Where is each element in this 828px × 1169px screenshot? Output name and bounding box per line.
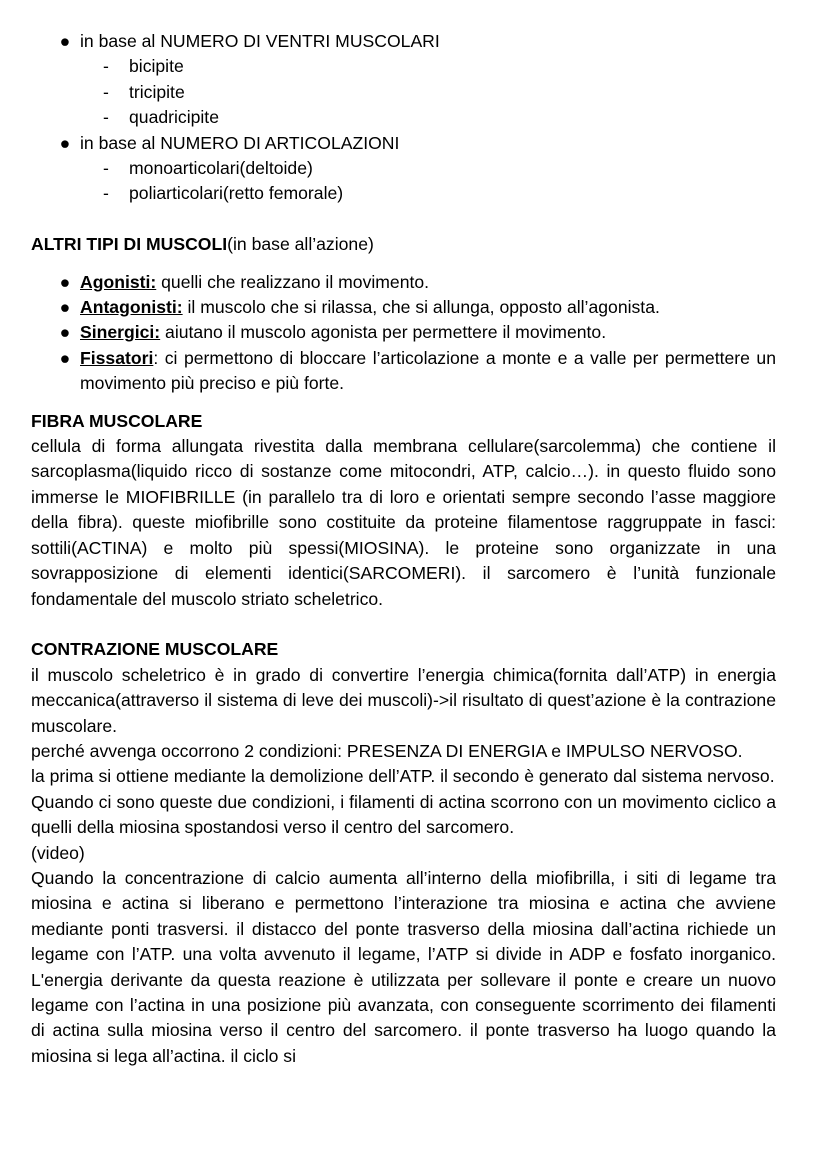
- heading-contrazione-muscolare: CONTRAZIONE MUSCOLARE: [31, 639, 279, 660]
- bullet-dot-icon: ●: [59, 271, 71, 292]
- sub-item: - quadricipite: [31, 105, 776, 130]
- list-item-fissatori: ● Fissatori: ci permettono di bloccare l’articolazione a monte e a valle per permettere un movimento più preciso e più forte.: [31, 346, 776, 397]
- paragraph-contrazione-1: il muscolo scheletrico è in grado di convertire l’energia chimica(fornita dall’ATP) in energia meccanica(attraverso il sistema di leve dei muscoli)->il risultato di quest’azione è la contrazione muscolare.: [31, 664, 776, 736]
- bullet-text: in base al NUMERO DI ARTICOLAZIONI: [80, 132, 400, 153]
- list-item-antagonisti: ● Antagonisti: il muscolo che si rilassa, che si allunga, opposto all’agonista.: [31, 295, 776, 320]
- dash-icon: -: [103, 56, 109, 77]
- bullet-text: in base al NUMERO DI VENTRI MUSCOLARI: [80, 31, 440, 51]
- paragraph-contrazione-6: Quando la concentrazione di calcio aumenta all’interno della miofibrilla, i siti di legame tra miosina e actina si liberano e permettono l’interazione tra miosina e actina che avviene mediante ponti trasversi. il distacco del ponte trasverso della miosina dall’actina richiede un legame con l’ATP. una volta avvenuto il legame, l’ATP si divide in ADP e fosfato inorganico. L'energia derivante da questa reazione è utilizzata per sollevare il ponte e creare un nuovo legame con l’actina in una posizione più avanzata, con conseguente scorrimento dei filamenti di actina sulla miosina verso il centro del sarcomero. il ponte trasverso ha luogo quando la miosina si lega all’actina. il ciclo si: [31, 867, 776, 1066]
- paragraph-video: (video): [31, 842, 85, 863]
- bullet-item-articolazioni: [31, 131, 776, 156]
- dash-icon: -: [103, 107, 109, 128]
- bullet-dot-icon: ●: [59, 132, 71, 153]
- paragraph-fibra: cellula di forma allungata rivestita dalla membrana cellulare(sarcolemma) che contiene il sarcoplasma(liquido ricco di sostanze come mitocondri, ATP, calcio…). in questo fluido sono immerse le MIOFIBRILLE (in parallelo tra di loro e orientati sempre secondo l’asse maggiore della fibra). queste miofibrille sono costituite da proteine filamentose raggruppate in fasci: sottili(ACTINA) e molto più spessi(MIOSINA). le proteine sono organizzate in una sovrapposizione di elementi identici(SARCOMERI). il sarcomero è l’unità funzionale fondamentale del muscolo striato scheletrico.: [31, 436, 776, 609]
- sub-item: - bicipite: [31, 54, 776, 79]
- list-item-sinergici: ● Sinergici: aiutano il muscolo agonista per permettere il movimento.: [31, 320, 776, 345]
- sub-item: - poliarticolari(retto femorale): [31, 181, 776, 206]
- list-item-agonisti: ● Agonisti: quelli che realizzano il movimento.: [31, 270, 776, 295]
- paragraph-contrazione-3: la prima si ottiene mediante la demolizione dell’ATP. il secondo è generato dal sistema nervoso.: [31, 766, 775, 787]
- heading-altri-tipi: ALTRI TIPI DI MUSCOLI(in base all’azione): [31, 234, 374, 255]
- paragraph-contrazione-4: Quando ci sono queste due condizioni, i filamenti di actina scorrono con un movimento ciclico a quelli della miosina spostandosi verso il centro del sarcomero.: [31, 791, 776, 838]
- bullet-dot-icon: ●: [59, 347, 71, 368]
- bullet-dot-icon: ●: [59, 322, 71, 343]
- bullet-item-ventri: [31, 29, 776, 54]
- bullet-dot-icon: ●: [59, 297, 71, 318]
- dash-icon: -: [103, 81, 109, 102]
- dash-icon: -: [103, 158, 109, 179]
- sub-item: - tricipite: [31, 80, 776, 105]
- heading-fibra-muscolare: FIBRA MUSCOLARE: [31, 410, 203, 431]
- dash-icon: -: [103, 183, 109, 204]
- sub-item: - monoarticolari(deltoide): [31, 156, 776, 181]
- bullet-dot-icon: ●: [59, 31, 71, 51]
- paragraph-contrazione-2: perché avvenga occorrono 2 condizioni: PRESENZA DI ENERGIA e IMPULSO NERVOSO.: [31, 740, 743, 761]
